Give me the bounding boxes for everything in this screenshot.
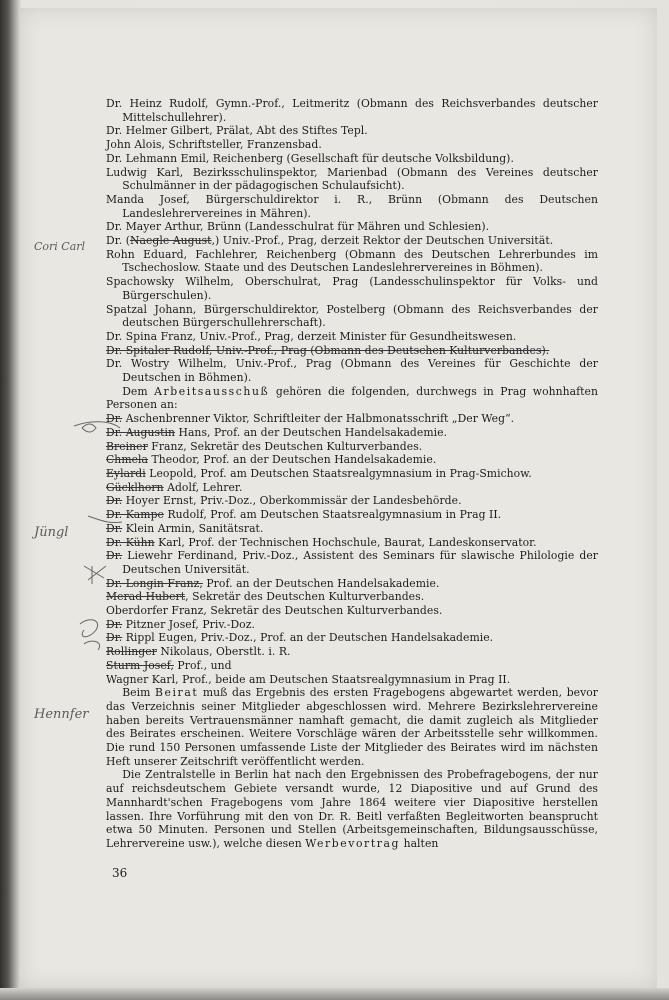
entry-item: [106, 330, 598, 344]
committee-member-text: Rollinger Nikolaus, Oberstlt. i. R.: [106, 645, 291, 659]
entry-item: [106, 138, 598, 152]
zentralstelle-spaced: Werbevortrag: [305, 836, 401, 850]
committee-member-text: Dr. Liewehr Ferdinand, Priv.-Doz., Assistent des Seminars für slawische Philologie der Deutschen Universität.: [106, 549, 598, 576]
pencil-strike: Dr.: [106, 494, 123, 508]
committee-member: [106, 412, 598, 426]
bottom-edge: [0, 988, 669, 1000]
committee-member-text: Breiner Franz, Sekretär des Deutschen Kulturverbandes.: [106, 439, 423, 453]
margin-note-1: Cori Carl: [34, 240, 86, 253]
entry-item: [106, 152, 598, 166]
entry-text: John Alois, Schriftsteller, Franzensbad.: [106, 138, 322, 152]
entry-text: Dr. Heinz Rudolf, Gymn.-Prof., Leitmeritz (Obmann des Reichsverbandes deutscher Mittelschullehrer).: [106, 97, 598, 124]
pencil-strike: Dr.: [106, 521, 123, 535]
beirat-paragraph: [106, 686, 598, 768]
committee-member-text: Merad Hubert, Sekretär des Deutschen Kulturverbandes.: [106, 590, 425, 604]
zentralstelle-end: halten: [403, 836, 439, 850]
pencil-strike: Dr. Longin Franz,: [106, 576, 203, 590]
committee-member: [106, 536, 598, 550]
committee-member-text: Dr. Augustin Hans, Prof. an der Deutschen Handelsakademie.: [106, 425, 448, 439]
entry-text: Dr. Lehmann Emil, Reichenberg (Gesellschaft für deutsche Volksbildung).: [106, 151, 514, 165]
committee-member: [106, 673, 598, 687]
committee-list: [106, 412, 598, 686]
pencil-strike: Chmela: [106, 453, 149, 467]
pencil-strike: Dr.: [106, 412, 123, 426]
committee-intro: [106, 385, 598, 412]
beirat-rest: muß das Ergebnis des ersten Fragebogens abgewartet werden, bevor das Verzeichnis seiner Mitglieder abgeschlossen wird. Mehrere Bezirkslehrervereine haben bereits Vertrauensmänner namhaft gemacht, die damit zugleich als Mitglieder des Beirates erscheinen. Weitere Vorschläge wären der Arbeitsstelle sehr willkommen. Die rund 150 Personen umfassende Liste der Mitglieder des Beirates wird im nächsten Heft unserer Zeitschrift veröffentlicht werden.: [106, 686, 599, 768]
entry-item: [106, 166, 598, 193]
committee-member: [106, 508, 598, 522]
committee-member-text: Dr. Klein Armin, Sanitätsrat.: [106, 521, 264, 535]
entry-text: Dr. Spitaler Rudolf, Univ.-Prof., Prag (Obmann des Deutschen Kulturverbandes).: [106, 343, 550, 357]
committee-member: [106, 590, 598, 604]
margin-note-2: Jüngl: [34, 525, 69, 540]
entry-text: Dr. Helmer Gilbert, Prälat, Abt des Stiftes Tepl.: [106, 124, 368, 138]
committee-member-text: Dr. Longin Franz, Prof. an der Deutschen Handelsakademie.: [106, 576, 440, 590]
committee-member-text: Dr. Hoyer Ernst, Priv.-Doz., Oberkommissär der Landesbehörde.: [106, 494, 462, 508]
page-number: 36: [112, 866, 128, 880]
committee-member: [106, 618, 598, 632]
committee-member-text: Chmela Theodor, Prof. an der Deutschen Handelsakademie.: [106, 453, 437, 467]
entry-item: [106, 193, 598, 220]
committee-member-text: Sturm Josef, Prof., und: [106, 658, 232, 672]
committee-member: [106, 645, 598, 659]
entry-item: [106, 220, 598, 234]
committee-member: [106, 426, 598, 440]
committee-member: [106, 467, 598, 481]
committee-intro-spaced: Arbeitsausschuß: [154, 384, 270, 398]
entry-item: [106, 124, 598, 138]
committee-member-text: Dr. Rippl Eugen, Priv.-Doz., Prof. an der Deutschen Handelsakademie.: [106, 631, 494, 645]
pencil-strike: Dr.: [106, 631, 123, 645]
pencil-strike: Breiner: [106, 439, 148, 453]
committee-member-text: Dr. Kampe Rudolf, Prof. am Deutschen Staatsrealgymnasium in Prag II.: [106, 508, 502, 522]
pencil-strike: Dr. Kühn: [106, 535, 155, 549]
pencil-strike: Rollinger: [106, 645, 157, 659]
committee-member-text: Dr. Pitzner Josef, Priv.-Doz.: [106, 617, 255, 631]
pencil-strike: Eylardi: [106, 466, 146, 480]
committee-member: [106, 494, 598, 508]
committee-intro-prefix: Dem: [122, 384, 148, 398]
entry-text: Ludwig Karl, Bezirksschulinspektor, Marienbad (Obmann des Vereines deutscher Schulmänner in der pädagogischen Schulaufsicht).: [106, 165, 598, 193]
committee-member: [106, 522, 598, 536]
committee-member-text: Dr. Aschenbrenner Viktor, Schriftleiter der Halbmonatsschrift „Der Weg“.: [106, 412, 515, 426]
committee-member: [106, 577, 598, 591]
entry-item: [106, 344, 598, 358]
committee-member: [106, 481, 598, 495]
zentralstelle-text: Die Zentralstelle in Berlin hat nach den Ergebnissen des Probefragebogens, der nur auf reichsdeutschem Gebiete versandt wurde, 12 Diapositive und auf Grund des Mannhardt'schen Fragebogens vom Jahre 1864 weitere vier Diapositive herstellen lassen. Ihre Vorführung mit den von Dr. R. Beitl verfaßten Begleitworten beansprucht etwa 50 Minuten. Personen und Stellen (Arbeitsgemeinschaften, Bildungsausschüsse, Lehrervereine usw.), welche diesen: [106, 768, 598, 850]
committee-member: [106, 604, 598, 618]
entry-item: [106, 357, 598, 384]
margin-note-3: Hennfer: [34, 707, 89, 722]
entry-text: Dr. Mayer Arthur, Brünn (Landesschulrat für Mähren und Schlesien).: [106, 220, 490, 234]
committee-member: [106, 549, 598, 576]
committee-member-text: Wagner Karl, Prof., beide am Deutschen Staatsrealgymnasium in Prag II.: [106, 672, 511, 686]
committee-member-text: Eylardi Leopold, Prof. am Deutschen Staatsrealgymnasium in Prag-Smichow.: [106, 466, 532, 480]
beirat-prefix: Beim: [122, 686, 151, 700]
document-body: [106, 97, 598, 851]
pencil-strike: Gücklhorn: [106, 480, 164, 494]
entry-text: Dr. (Naegle August,) Univ.-Prof., Prag, derzeit Rektor der Deutschen Universität.: [106, 234, 554, 248]
entry-text: Spachowsky Wilhelm, Oberschulrat, Prag (Landesschulinspektor für Volks- und Bürgerschulen).: [106, 275, 598, 302]
binding-edge: [0, 0, 20, 1000]
committee-intro-rest: gehören die folgenden, durchwegs in Prag wohnhaften Personen an:: [106, 384, 598, 412]
entry-text: Manda Josef, Bürgerschuldirektor i. R., Brünn (Obmann des Deutschen Landeslehrervereines in Mähren).: [106, 192, 598, 220]
pencil-strike: Dr.: [106, 617, 123, 631]
pencil-strike: Sturm Josef,: [106, 658, 174, 672]
entry-text: Spatzal Johann, Bürgerschuldirektor, Postelberg (Obmann des Reichsverbandes der deutschen Bürgerschullehrerschaft).: [106, 302, 598, 330]
entry-item: [106, 97, 598, 124]
pencil-strike: Naegle August: [129, 234, 212, 248]
committee-member: [106, 659, 598, 673]
entry-text: Dr. Wostry Wilhelm, Univ.-Prof., Prag (Obmann des Vereines für Geschichte der Deutschen in Böhmen).: [106, 357, 598, 385]
entry-list: [106, 97, 598, 385]
committee-member: [106, 453, 598, 467]
pencil-strike: Dr. Kampe: [106, 508, 164, 522]
pencil-strike: Dr.: [106, 549, 123, 563]
entry-item: [106, 248, 598, 275]
entry-text: Rohn Eduard, Fachlehrer, Reichenberg (Obmann des Deutschen Lehrerbundes im Tschechoslow. Staate und des Deutschen Landeslehrervereines in Böhmen).: [106, 247, 598, 275]
committee-member-text: Gücklhorn Adolf, Lehrer.: [106, 480, 243, 494]
pencil-strike: Dr. Augustin: [106, 425, 175, 439]
entry-text: Dr. Spina Franz, Univ.-Prof., Prag, derzeit Minister für Gesundheitswesen.: [106, 329, 517, 343]
entry-item: [106, 303, 598, 330]
pencil-strike: Merad Hubert: [106, 590, 186, 604]
committee-member-text: Oberdorfer Franz, Sekretär des Deutschen Kulturverbandes.: [106, 604, 443, 618]
committee-member: [106, 631, 598, 645]
entry-item: [106, 275, 598, 302]
beirat-spaced: Beirat: [154, 686, 199, 700]
committee-member-text: Dr. Kühn Karl, Prof. der Technischen Hochschule, Baurat, Landeskonservator.: [106, 535, 537, 549]
entry-item: [106, 234, 598, 248]
committee-member: [106, 440, 598, 454]
zentralstelle-paragraph: [106, 768, 598, 850]
